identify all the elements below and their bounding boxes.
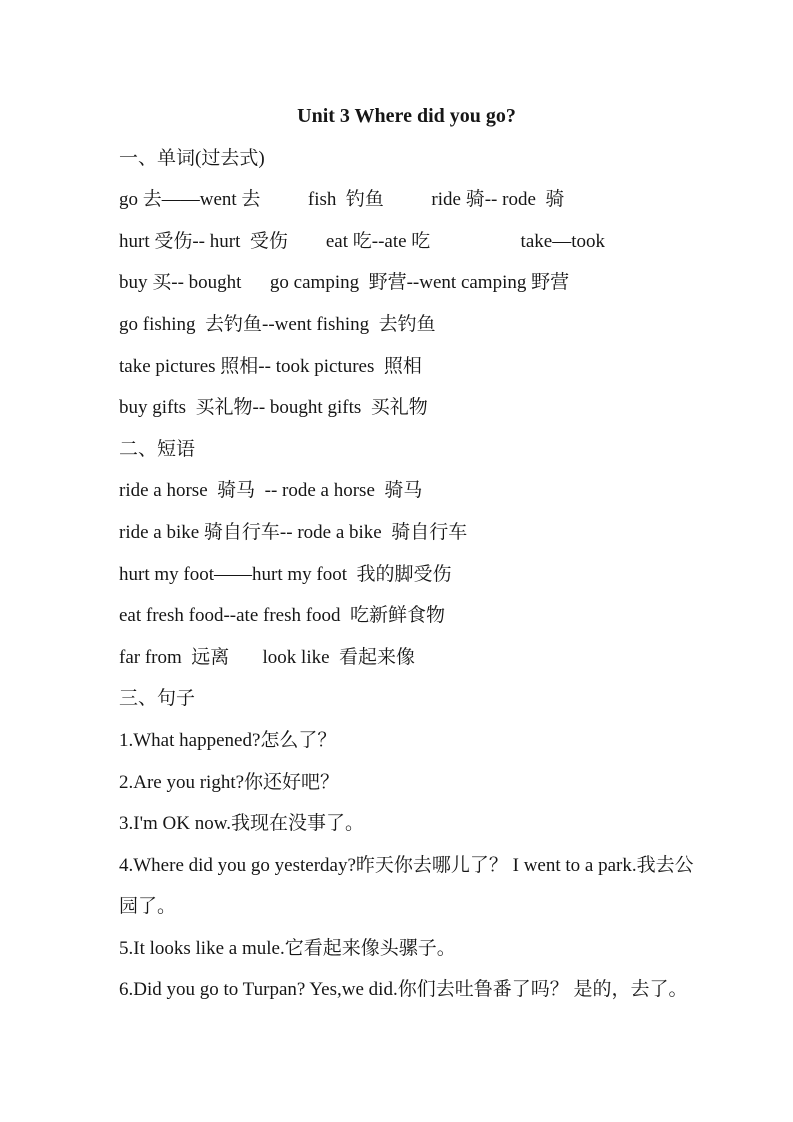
sentence-line: 6.Did you go to Turpan? Yes,we did.你们去吐鲁番了吗？ 是的，去了。	[119, 979, 688, 1001]
section-words-heading: 一、单词(过去式)	[119, 147, 265, 169]
sentence-line: 3.I'm OK now.我现在没事了。	[119, 813, 364, 835]
phrase-line: ride a horse 骑马 -- rode a horse 骑马	[119, 480, 423, 502]
section-phrases	[119, 429, 694, 679]
section-phrases-heading: 二、短语	[119, 438, 196, 460]
section-sentences	[119, 678, 694, 1011]
vocab-line: go fishing 去钓鱼--went fishing 去钓鱼	[119, 313, 436, 335]
vocab-line: take pictures 照相-- took pictures 照相	[119, 355, 422, 377]
vocab-line: go 去——went 去 fish 钓鱼 ride 骑-- rode 骑	[119, 189, 565, 211]
vocab-line: buy 买-- bought go camping 野营--went camping 野营	[119, 272, 570, 294]
vocab-line: buy gifts 买礼物-- bought gifts 买礼物	[119, 397, 428, 419]
phrase-line: hurt my foot——hurt my foot 我的脚受伤	[119, 563, 452, 585]
vocab-line: hurt 受伤-- hurt 受伤 eat 吃--ate 吃 take—took	[119, 230, 605, 252]
sentence-line: 1.What happened?怎么了？	[119, 729, 337, 751]
phrase-line: eat fresh food--ate fresh food 吃新鲜食物	[119, 605, 446, 627]
section-words	[119, 138, 694, 429]
document-title: Unit 3 Where did you go?	[297, 105, 516, 127]
sentence-line: 5.It looks like a mule.它看起来像头骡子。	[119, 937, 456, 959]
sentence-line: 2.Are you right?你还好吧？	[119, 771, 340, 793]
section-sentences-heading: 三、句子	[119, 688, 196, 710]
phrase-line: far from 远离 look like 看起来像	[119, 646, 416, 668]
phrase-line: ride a bike 骑自行车-- rode a bike 骑自行车	[119, 521, 468, 543]
sentence-line: 4.Where did you go yesterday?昨天你去哪儿了？ I went to a park.我去公园了。	[119, 854, 694, 918]
